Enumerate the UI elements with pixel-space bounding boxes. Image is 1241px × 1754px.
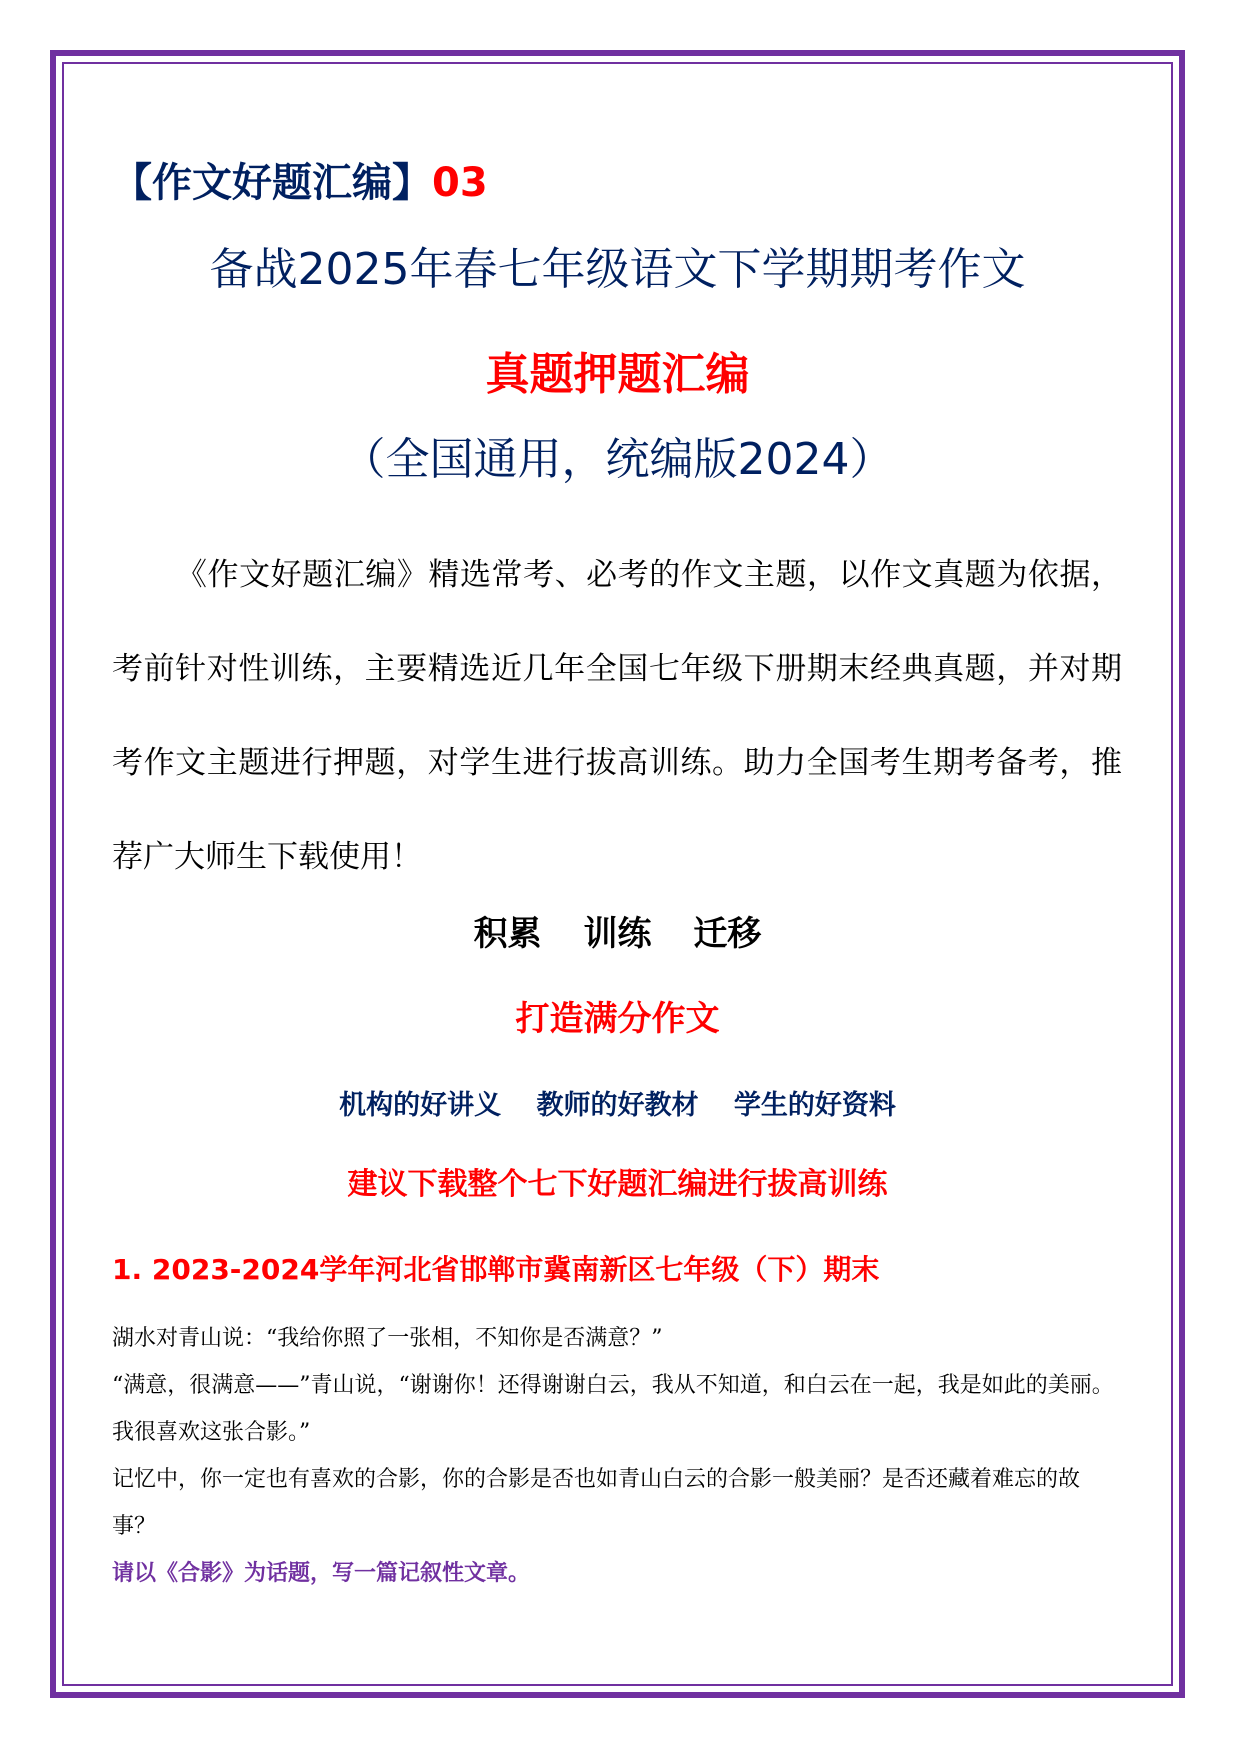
slogan: 打造满分作文 — [515, 999, 720, 1039]
question-task: 请以《合影》为话题，写一篇记叙性文章。 — [112, 1561, 531, 1586]
question-heading: 1. 2023-2024学年河北省邯郸市冀南新区七年级（下）期末 — [112, 1253, 880, 1286]
series-number: 03 — [432, 160, 488, 206]
series-label: 【作文好题汇编】 — [112, 160, 432, 206]
question-line: 湖水对青山说：“我给你照了一张相，不知你是否满意？” — [112, 1326, 663, 1351]
audience-line: 机构的好讲义 教师的好教材 学生的好资料 — [339, 1090, 896, 1121]
intro-paragraph: 《作文好题汇编》精选常考、必考的作文主题，以作文真题为依据，考前针对性训练，主要精选近几年全国七年级下册期末经典真题，并对期考作文主题进行押题，对学生进行拔高训练。助力全国考生期考备考，推荐广大师生下载使用！ — [112, 557, 1122, 875]
sub-title: 真题押题汇编 — [485, 349, 750, 400]
series-title — [112, 155, 488, 211]
main-title: 备战2025年春七年级语文下学期期考作文 — [209, 244, 1026, 295]
question-line: “满意，很满意——”青山说，“谢谢你！还得谢谢白云，我从不知道，和白云在一起，我是如此的美丽。我很喜欢这张合影。” — [112, 1373, 1114, 1445]
question-line: 记忆中，你一定也有喜欢的合影，你的合影是否也如青山白云的合影一般美丽？是否还藏着难忘的故事？ — [112, 1467, 1081, 1539]
motto: 积累 训练 迁移 — [473, 914, 762, 954]
question-body — [112, 1315, 1122, 1597]
edition-label: （全国通用，统编版2024） — [341, 434, 894, 485]
download-advice: 建议下载整个七下好题汇编进行拔高训练 — [347, 1167, 888, 1202]
